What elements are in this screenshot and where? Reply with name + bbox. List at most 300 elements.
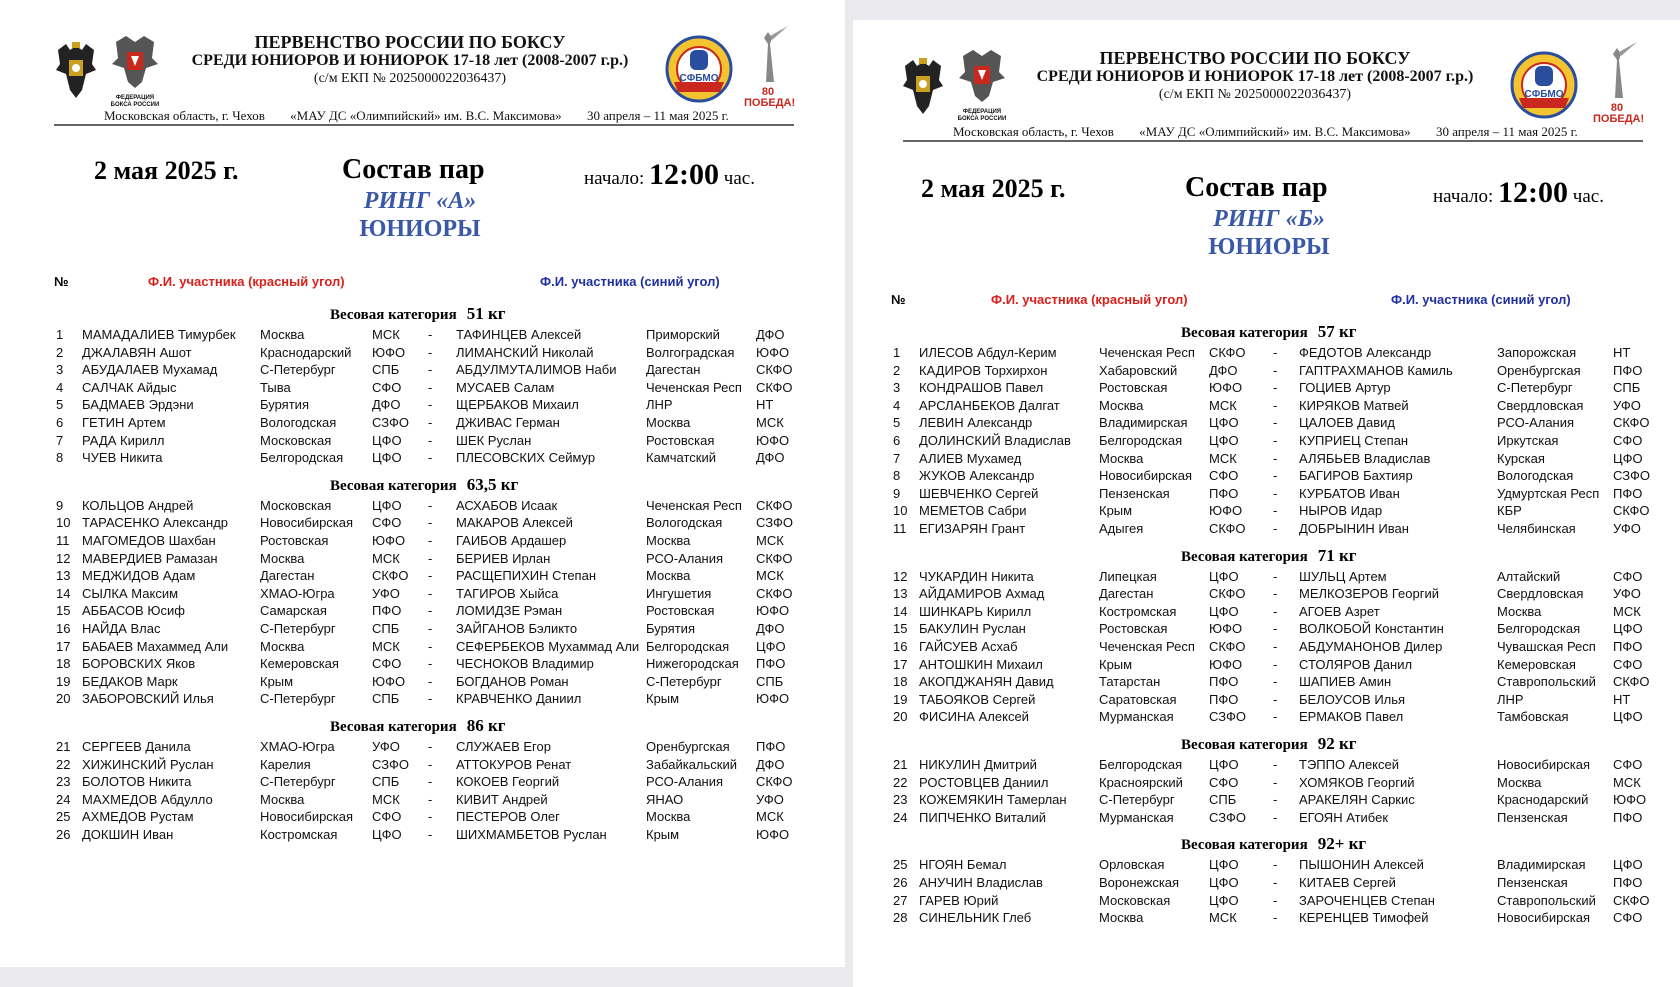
bout-number: 24 — [56, 791, 71, 807]
red-region: Новосибирская — [260, 809, 354, 825]
red-region: Дагестан — [1099, 586, 1154, 602]
vs-dash: - — [428, 327, 433, 342]
bout-row — [853, 379, 1680, 396]
blue-district: ПФО — [756, 739, 786, 754]
federation-logo-text: ФЕДЕРАЦИЯ БОКСА РОССИИ — [957, 109, 1007, 122]
blue-district: ЦФО — [756, 638, 786, 654]
red-name: НИКУЛИН Дмитрий — [919, 757, 1037, 772]
blue-region: Ставропольский — [1497, 892, 1596, 908]
blue-region: Дагестан — [646, 362, 701, 378]
red-district: МСК — [1209, 450, 1237, 466]
red-name: СИНЕЛЬНИК Глеб — [919, 910, 1032, 926]
bout-row — [0, 326, 845, 343]
blue-name: МУСАЕВ Салам — [456, 379, 555, 395]
boxing-federation-logo — [108, 34, 162, 108]
red-region: Самарская — [260, 603, 327, 619]
bout-number: 10 — [56, 515, 71, 531]
victory-80-logo — [1593, 40, 1645, 125]
weight-category-value: 71 кг — [1317, 545, 1357, 565]
blue-name: ТАГИРОВ Хыйса — [456, 585, 559, 601]
blue-region: Камчатский — [646, 450, 716, 466]
blue-region: Москва — [1497, 774, 1542, 790]
red-district: ЦФО — [1209, 892, 1239, 908]
blue-district: ПФО — [1613, 639, 1643, 654]
vs-dash: - — [428, 450, 433, 466]
red-district: СЗФО — [372, 415, 409, 430]
blue-district: СКФО — [756, 774, 793, 790]
event-subtitle: СРЕДИ ЮНИОРОВ И ЮНИОРОК 17-18 лет (2008-2007 г.р.) — [191, 52, 629, 69]
red-name: ДЖАЛАВЯН Ашот — [82, 344, 192, 360]
red-name: МАХМЕДОВ Абдулло — [82, 791, 213, 807]
bout-row — [853, 874, 1680, 891]
red-name: МАМАДАЛИЕВ Тимурбек — [82, 327, 236, 342]
red-region: Саратовская — [1099, 691, 1177, 707]
vs-dash: - — [428, 497, 433, 513]
coat-of-arms-icon — [899, 56, 947, 118]
event-title: ПЕРВЕНСТВО РОССИИ ПО БОКСУ — [254, 32, 566, 52]
bout-number: 4 — [893, 397, 901, 413]
red-name: АНУЧИН Владислав — [919, 875, 1043, 890]
red-region: Белгородская — [1099, 433, 1183, 448]
red-region: Дагестан — [260, 568, 315, 584]
bout-number: 13 — [893, 586, 908, 602]
bout-row — [853, 450, 1680, 467]
bout-date: 2 мая 2025 г. — [94, 156, 239, 185]
start-label: начало: — [1433, 186, 1494, 207]
bout-row — [853, 467, 1680, 484]
bout-number: 26 — [893, 875, 908, 890]
vs-dash: - — [428, 432, 433, 448]
bout-number: 3 — [893, 380, 901, 396]
blue-region: Волгоградская — [646, 344, 735, 360]
blue-region: Бурятия — [646, 621, 695, 636]
blue-region: Новосибирская — [1497, 757, 1591, 772]
blue-region: Вологодская — [646, 515, 723, 531]
blue-region: Пензенская — [1497, 875, 1568, 890]
blue-district: СКФО — [756, 362, 793, 378]
bout-number: 18 — [893, 674, 908, 690]
red-region: Новосибирская — [1099, 468, 1193, 484]
blue-district: СКФО — [1613, 674, 1650, 690]
blue-district: СКФО — [1613, 415, 1650, 431]
red-name: БАКУЛИН Руслан — [919, 621, 1026, 637]
vs-dash: - — [1273, 809, 1278, 825]
red-district: МСК — [372, 791, 400, 807]
vs-dash: - — [1273, 757, 1278, 772]
blue-district: ЦФО — [1613, 709, 1643, 725]
blue-district: УФО — [756, 791, 784, 807]
weight-category-heading — [330, 304, 505, 324]
event-header — [160, 32, 660, 88]
red-region: С-Петербург — [260, 621, 336, 636]
red-district: ЦФО — [372, 497, 402, 513]
blue-district: СКФО — [1613, 892, 1650, 908]
red-region: Мурманская — [1099, 709, 1174, 725]
blue-district: СФО — [1613, 656, 1643, 672]
vs-dash: - — [1273, 380, 1278, 396]
blue-region: Москва — [646, 809, 691, 825]
blue-region: Новосибирская — [1497, 910, 1591, 926]
venue-line — [104, 108, 751, 124]
blue-district: УФО — [1613, 521, 1641, 536]
blue-name: ЕГОЯН Атибек — [1299, 809, 1389, 825]
blue-name: ЧЕСНОКОВ Владимир — [456, 656, 594, 672]
red-name: КОЛЬЦОВ Андрей — [82, 497, 194, 513]
bout-number: 14 — [893, 603, 908, 619]
bout-row — [853, 432, 1680, 449]
vs-dash: - — [1273, 397, 1278, 413]
red-region: Карелия — [260, 756, 311, 772]
vs-dash: - — [1273, 345, 1278, 360]
sfbmo-emblem-icon — [664, 34, 734, 104]
blue-district: ЮФО — [756, 432, 790, 448]
bout-number: 19 — [56, 673, 71, 689]
red-name: АБУДАЛАЕВ Мухамад — [82, 362, 218, 378]
vs-dash: - — [428, 379, 433, 395]
bout-row — [0, 808, 845, 825]
red-region: Крым — [260, 673, 294, 689]
blue-name: АЛЯБЬЕВ Владислав — [1299, 450, 1431, 466]
weight-category-heading — [1181, 734, 1356, 754]
blue-name: ПЕСТЕРОВ Олег — [456, 809, 560, 825]
red-region: Мурманская — [1099, 809, 1174, 825]
red-district: СФО — [1209, 468, 1239, 484]
red-name: КАДИРОВ Торхирхон — [919, 362, 1048, 378]
blue-district: СФО — [1613, 910, 1643, 926]
blue-name: ФЕДОТОВ Александр — [1299, 345, 1432, 360]
bout-number: 24 — [893, 809, 908, 825]
boxing-federation-logo — [955, 48, 1009, 122]
start-time-value: 12:00 — [649, 158, 720, 191]
bout-row — [853, 791, 1680, 808]
weight-category-value: 86 кг — [466, 716, 506, 735]
vs-dash: - — [428, 621, 433, 636]
blue-district: МСК — [756, 415, 784, 430]
bout-number: 14 — [56, 585, 71, 601]
red-name: РОСТОВЦЕВ Даниил — [919, 774, 1049, 790]
blue-name: КОКОЕВ Георгий — [456, 774, 560, 790]
red-name: БОРОВСКИХ Яков — [82, 656, 196, 672]
red-region: Хабаровский — [1099, 362, 1178, 378]
red-region: Бурятия — [260, 397, 309, 413]
start-time — [584, 158, 755, 192]
blue-region: Свердловская — [1497, 586, 1584, 602]
blue-region: Ставропольский — [1497, 674, 1596, 690]
bout-number: 21 — [893, 757, 908, 772]
blue-district: СКФО — [756, 550, 793, 566]
red-district: СФО — [1209, 774, 1239, 790]
bout-row — [853, 691, 1680, 708]
bout-number: 9 — [56, 497, 64, 513]
red-region: Московская — [260, 497, 332, 513]
blue-region: Ростовская — [646, 432, 715, 448]
bout-row — [0, 567, 845, 584]
blue-district: ДФО — [756, 327, 785, 342]
red-district: ПФО — [1209, 691, 1239, 707]
vs-dash: - — [1273, 603, 1278, 619]
bout-number: 15 — [893, 621, 908, 637]
red-district: СФО — [372, 809, 402, 825]
blue-name: КРАВЧЕНКО Даниил — [456, 691, 582, 707]
blue-name: ЛИМАНСКИЙ Николай — [456, 344, 594, 360]
blue-name: АТТОКУРОВ Ренат — [456, 756, 572, 772]
federation-emblem-icon — [108, 34, 162, 90]
vs-dash: - — [1273, 362, 1278, 378]
red-district: СПБ — [372, 691, 400, 707]
event-header — [1005, 48, 1505, 104]
red-region: Костромская — [260, 827, 338, 842]
blue-district: СКФО — [756, 585, 793, 601]
weight-category-value: 63,5 кг — [466, 474, 519, 494]
red-region: Крым — [1099, 503, 1133, 519]
bout-row — [0, 449, 845, 466]
blue-name: КИРЯКОВ Матвей — [1299, 397, 1409, 413]
sfbmo-emblem-icon — [1509, 50, 1579, 120]
event-dates: 30 апреля – 11 мая 2025 г. — [1435, 124, 1578, 139]
blue-region: Челябинская — [1497, 521, 1576, 536]
bout-number: 20 — [56, 691, 71, 707]
bout-number: 17 — [56, 638, 71, 654]
blue-name: ГАПТРАХМАНОВ Камиль — [1299, 362, 1453, 378]
page-title: Состав пар — [1185, 172, 1328, 203]
event-location: Московская область, г. Чехов — [104, 108, 265, 123]
blue-district: СЗФО — [756, 515, 793, 531]
red-name: БАДМАЕВ Эрдэни — [82, 397, 194, 413]
weight-category-label: Весовая категория — [1181, 325, 1308, 341]
blue-district: ЦФО — [1613, 450, 1643, 466]
red-district: МСК — [1209, 397, 1237, 413]
blue-name: МЕЛКОЗЕРОВ Георгий — [1299, 586, 1439, 602]
bout-number: 6 — [893, 433, 901, 448]
blue-name: ПЛЕСОВСКИХ Сеймур — [456, 450, 596, 466]
blue-region: ЛНР — [1497, 691, 1524, 707]
red-district: УФО — [372, 739, 400, 754]
red-name: АББАСОВ Юсиф — [82, 603, 185, 619]
bout-number: 9 — [893, 485, 901, 501]
document-page-ring-a — [0, 0, 845, 967]
blue-region: Москва — [646, 415, 691, 430]
red-region: Тыва — [260, 379, 291, 395]
blue-name: ВОЛКОБОЙ Константин — [1299, 621, 1444, 637]
age-group-label: ЮНИОРЫ — [359, 216, 481, 242]
blue-name: АБДУМАНОНОВ Дилер — [1299, 639, 1443, 654]
bout-number: 12 — [893, 568, 908, 584]
blue-name: КУПРИЕЦ Степан — [1299, 433, 1409, 448]
blue-name: БЕЛОУСОВ Илья — [1299, 691, 1406, 707]
vs-dash: - — [428, 585, 433, 601]
red-district: ЦФО — [372, 827, 402, 842]
red-district: ПФО — [1209, 485, 1239, 501]
blue-district: НТ — [756, 397, 774, 413]
weight-category-label: Весовая категория — [1181, 737, 1308, 753]
event-subtitle: СРЕДИ ЮНИОРОВ И ЮНИОРОК 17-18 лет (2008-2007 г.р.) — [1036, 68, 1474, 85]
vs-dash: - — [1273, 568, 1278, 584]
bout-row — [853, 656, 1680, 673]
victory-80-logo — [744, 24, 796, 109]
blue-district: СФО — [1613, 433, 1643, 448]
bout-number: 16 — [56, 621, 71, 636]
red-name: АХМЕДОВ Рустам — [82, 809, 194, 825]
red-district: ЦФО — [1209, 857, 1239, 873]
column-red-corner-header: Ф.И. участника (красный угол) — [148, 274, 345, 289]
motherland-statue-icon — [744, 24, 792, 82]
bout-row — [853, 809, 1680, 826]
bout-date: 2 мая 2025 г. — [921, 174, 1066, 203]
red-name: АНТОШКИН Михаил — [919, 656, 1043, 672]
red-district: УФО — [372, 585, 400, 601]
blue-district: ДФО — [756, 450, 785, 466]
red-district: МСК — [372, 327, 400, 342]
blue-region: Москва — [646, 533, 691, 548]
red-region: Московская — [260, 432, 332, 448]
red-district: ЦФО — [1209, 603, 1239, 619]
blue-name: ШЕК Руслан — [456, 432, 532, 448]
bout-row — [0, 738, 845, 755]
red-district: ПФО — [1209, 674, 1239, 690]
bout-row — [853, 892, 1680, 909]
blue-region: Нижегородская — [646, 656, 739, 672]
sfbmo-logo — [1509, 50, 1579, 120]
blue-district: МСК — [756, 809, 784, 825]
red-region: Липецкая — [1099, 568, 1157, 584]
blue-region: ЯНАО — [646, 791, 684, 807]
blue-district: СКФО — [1613, 503, 1650, 519]
blue-name: КЕРЕНЦЕВ Тимофей — [1299, 910, 1429, 926]
red-district: ЦФО — [1209, 568, 1239, 584]
blue-region: Оренбургская — [646, 739, 730, 754]
bout-row — [0, 585, 845, 602]
red-name: ШЕВЧЕНКО Сергей — [919, 485, 1039, 501]
red-region: Москва — [260, 638, 305, 654]
red-name: ДОЛИНСКИЙ Владислав — [919, 433, 1071, 448]
bout-row — [0, 514, 845, 531]
vs-dash: - — [428, 533, 433, 548]
vs-dash: - — [428, 756, 433, 772]
blue-name: ГАИБОВ Ардашер — [456, 533, 567, 548]
weight-category-value: 92 кг — [1317, 734, 1357, 753]
vs-dash: - — [428, 603, 433, 619]
bout-number: 27 — [893, 892, 908, 908]
bout-number: 21 — [56, 739, 71, 754]
bout-number: 8 — [893, 468, 901, 484]
bout-number: 5 — [893, 415, 901, 431]
blue-name: СЛУЖАЕВ Егор — [456, 739, 551, 754]
red-name: БАБАЕВ Махаммед Али — [82, 638, 229, 654]
red-name: САЛЧАК Айдыс — [82, 379, 177, 395]
bout-row — [853, 362, 1680, 379]
vs-dash: - — [1273, 709, 1278, 725]
blue-region: Чувашская Респ — [1497, 639, 1596, 654]
blue-district: ЦФО — [1613, 857, 1643, 873]
bout-number: 10 — [893, 503, 908, 519]
red-region: Краснодарский — [260, 344, 352, 360]
blue-name: БАГИРОВ Бахтияр — [1299, 468, 1413, 484]
red-region: Владимирская — [1099, 415, 1188, 431]
vs-dash: - — [1273, 910, 1278, 926]
blue-name: ШИХМАМБЕТОВ Руслан — [456, 827, 607, 842]
vs-dash: - — [1273, 674, 1278, 690]
red-region: Красноярский — [1099, 774, 1183, 790]
bout-row — [853, 520, 1680, 537]
bout-row — [0, 344, 845, 361]
blue-name: ТАФИНЦЕВ Алексей — [456, 327, 582, 342]
red-region: Чеченская Респ — [1099, 345, 1195, 360]
bout-row — [853, 638, 1680, 655]
bout-row — [853, 620, 1680, 637]
weight-category-heading — [1181, 834, 1366, 854]
red-name: МАВЕРДИЕВ Рамазан — [82, 550, 218, 566]
blue-district: ЮФО — [756, 603, 790, 619]
vs-dash: - — [1273, 621, 1278, 637]
blue-region: Тамбовская — [1497, 709, 1569, 725]
blue-name: МАКАРОВ Алексей — [456, 515, 573, 531]
blue-region: Свердловская — [1497, 397, 1584, 413]
red-district: ЦФО — [372, 450, 402, 466]
weight-category-label: Весовая категория — [1181, 837, 1308, 854]
red-name: ЖУКОВ Александр — [919, 468, 1035, 484]
bout-row — [0, 532, 845, 549]
ring-label: РИНГ «Б» — [1213, 206, 1325, 232]
red-name: ЗАБОРОВСКИЙ Илья — [82, 691, 214, 707]
sfbmo-logo — [664, 34, 734, 104]
blue-district: СПБ — [1613, 380, 1641, 396]
blue-region: С-Петербург — [646, 673, 722, 689]
blue-name: ШАПИЕВ Амин — [1299, 674, 1392, 690]
blue-name: ЕРМАКОВ Павел — [1299, 709, 1404, 725]
bout-row — [0, 826, 845, 843]
bout-number: 2 — [893, 362, 901, 378]
red-name: МАГОМЕДОВ Шахбан — [82, 533, 216, 548]
bout-row — [0, 638, 845, 655]
red-region: Москва — [1099, 910, 1144, 926]
vs-dash: - — [1273, 485, 1278, 501]
red-name: ЕГИЗАРЯН Грант — [919, 521, 1026, 536]
blue-region: Москва — [646, 568, 691, 584]
event-dates: 30 апреля – 11 мая 2025 г. — [586, 108, 729, 123]
coat-of-arms-icon — [52, 40, 100, 102]
weight-category-value: 51 кг — [466, 304, 506, 323]
bout-row — [853, 708, 1680, 725]
event-venue: «МАУ ДС «Олимпийский» им. В.С. Максимова» — [290, 108, 562, 123]
red-district: ЦФО — [1209, 415, 1239, 431]
bout-row — [0, 550, 845, 567]
blue-district: ЮФО — [756, 691, 790, 707]
vs-dash: - — [428, 774, 433, 790]
red-region: Пензенская — [1099, 485, 1170, 501]
vs-dash: - — [428, 691, 433, 707]
vs-dash: - — [428, 791, 433, 807]
red-name: ГАЙСУЕВ Асхаб — [919, 639, 1018, 654]
event-ekp-number: (с/м ЕКП № 2025000022036437) — [1158, 87, 1352, 102]
red-name: БОЛОТОВ Никита — [82, 774, 192, 790]
red-name: АЛИЕВ Мухамед — [919, 450, 1022, 466]
red-region: Адыгея — [1099, 521, 1144, 536]
bout-row — [0, 379, 845, 396]
bout-number: 28 — [893, 910, 908, 926]
bout-number: 18 — [56, 656, 71, 672]
blue-name: НЫРОВ Идар — [1299, 503, 1383, 519]
bout-number: 7 — [893, 450, 901, 466]
red-name: НГОЯН Бемал — [919, 857, 1007, 873]
start-time-unit: час. — [1572, 186, 1604, 207]
red-region: Белгородская — [260, 450, 344, 466]
red-name: СЫЛКА Максим — [82, 585, 179, 601]
column-number-header: № — [891, 292, 906, 307]
bout-row — [0, 361, 845, 378]
vs-dash: - — [1273, 586, 1278, 602]
vs-dash: - — [1273, 792, 1278, 808]
blue-district: ПФО — [1613, 875, 1643, 890]
